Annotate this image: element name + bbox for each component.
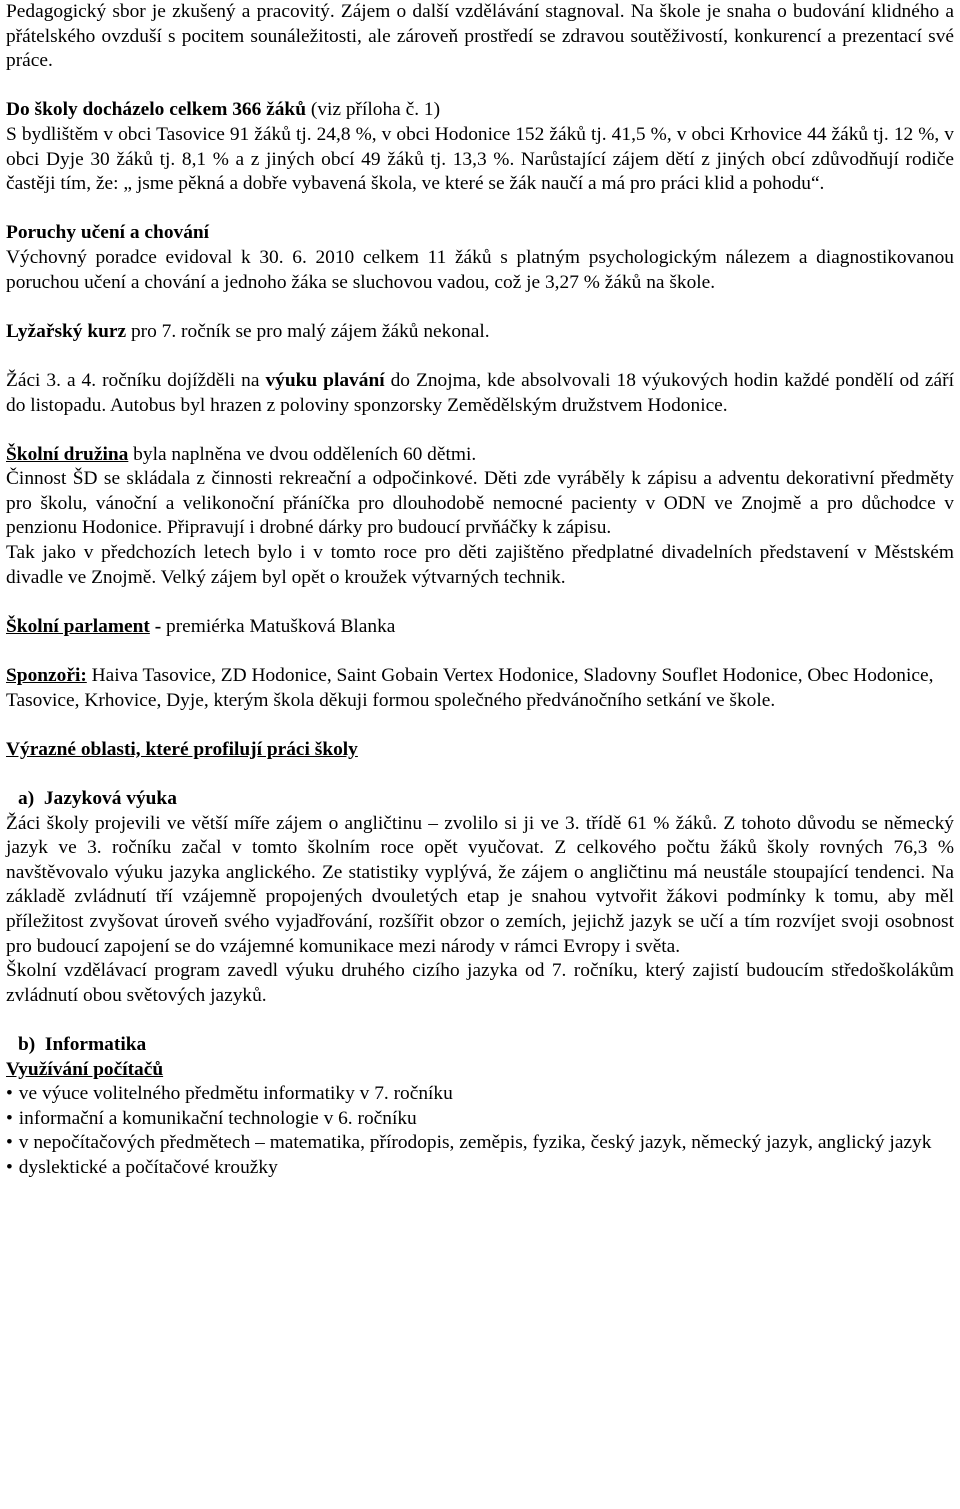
school-parliament-dash: - — [149, 615, 166, 637]
pupils-residence-paragraph: S bydlištěm v obci Tasovice 91 žáků tj. 24,8 %, v obci Hodonice 152 žáků tj. 41,5 %, v obci Krhovice 44 žáků tj. 12 %, v obci Dyje 30 žáků tj. 8,1 % a z jiných obcí 49 žáků tj. 13,3 %. Narůstající zájem dětí z jiných obcí zdůvodňují rodiče častěji tím, že: „ jsme pěkná a dobře vybavená škola, ve které se žák naučí a má pro práci klid a pohodu“. — [6, 123, 954, 195]
language-heading — [6, 787, 954, 812]
pupils-count: Do školy docházelo celkem 366 žáků — [6, 99, 307, 121]
it-bullet: • informační a komunikační technologie v 6. ročníku — [6, 1107, 954, 1132]
sponsors-text: Haiva Tasovice, ZD Hodonice, Saint Gobain Vertex Hodonice, Sladovny Souflet Hodonice, Obec Hodonice, Tasovice, Krhovice, Dyje, kterým škola děkuji formou společného předvánočního setkání ve škole. — [6, 665, 934, 711]
after-school-club-activities: Činnost ŠD se skládala z činnosti rekreační a odpočinkové. Děti zde vyráběly k zápisu a adventu dekorativní předměty pro školu, vánoční a velikonoční přáníčka pro dlouhodobě nemocné pacienty v ODN ve Znojmě a pro důchodce v penzionu Hodonice. Připravují i drobné dárky pro budoucí prvňáčky k zápisu. — [6, 468, 954, 539]
disorders-paragraph: Výchovný poradce evidoval k 30. 6. 2010 celkem 11 žáků s platným psychologickým nálezem a diagnostikovanou poruchou učení a chování a jednoho žáka se sluchovou vadou, což je 3,27 % žáků na škole. — [6, 246, 954, 293]
school-parliament-paragraph — [6, 615, 954, 640]
swimming-paragraph — [6, 369, 954, 418]
disorders-heading-text: Poruchy učení a chování — [6, 222, 210, 244]
after-school-club-paragraph — [6, 443, 954, 468]
after-school-club-label: Školní družina — [6, 443, 129, 465]
language-heading-text: a) Jazyková výuka — [18, 788, 177, 809]
it-bullet: • v nepočítačových předmětech – matematika, přírodopis, zeměpis, fyzika, český jazyk, německý jazyk, anglický jazyk — [6, 1131, 954, 1156]
it-subheading — [6, 1058, 954, 1083]
sponsors-label: Sponzoři: — [6, 665, 87, 687]
ski-course-paragraph — [6, 320, 954, 345]
pupils-summary — [6, 98, 954, 123]
after-school-club-theatre: Tak jako v předchozích letech bylo i v tomto roce pro děti zajištěno předplatné divadelních představení v Městském divadle ve Znojmě. Velký zájem byl opět o kroužek výtvarných technik. — [6, 542, 954, 588]
profile-heading — [6, 738, 954, 763]
it-bullet: • ve výuce volitelného předmětu informatiky v 7. ročníku — [6, 1082, 954, 1107]
after-school-club-intro: byla naplněna ve dvou odděleních 60 dětmi. — [128, 443, 477, 465]
it-bullet: • dyslektické a počítačové kroužky — [6, 1156, 954, 1181]
it-heading-text: b) Informatika — [18, 1033, 147, 1055]
swimming-label: výuku plavání — [265, 369, 385, 391]
swimming-lead: Žáci 3. a 4. ročníku dojížděli na — [6, 369, 266, 391]
school-parliament-label: Školní parlament — [6, 615, 150, 637]
ski-course-text: pro 7. ročník se pro malý zájem žáků nekonal. — [126, 320, 490, 342]
language-svp-paragraph: Školní vzdělávací program zavedl výuku druhého cizího jazyka od 7. ročníku, který zajistí budoucím středoškolákům zvládnutí obou světových jazyků. — [6, 960, 954, 1006]
it-heading — [6, 1033, 954, 1058]
pupils-appendix-ref: (viz příloha č. 1) — [306, 99, 441, 121]
language-paragraph: Žáci školy projevili ve větší míře zájem o angličtinu – zvolilo si ji ve 3. třídě 61 % žáků. Z tohoto důvodu se německý jazyk ve 3. ročníku začal v tomto školním roce opět vyučovat. Z celkového počtu žáků školy rovných 76,3 % navštěvovalo výuku jazyka anglického. Ze statistiky vyplývá, že zájem o angličtinu má neustále stoupající tendenci. Na základě zvládnutí tří vzájemně propojených dvouletých etap je snahou vytvořit žákovi podmínky k tomu, aby měl příležitost zvyšovat úroveň svého vyjadřování, rozšířit obzor o zemích, jejichž jazyk se učí a tím rozvíjet svoji osobnost pro budoucí zapojení se do vzájemné komunikace mezi národy v rámci Evropy i světa. — [6, 812, 954, 957]
it-subheading-text: Využívání počítačů — [6, 1058, 164, 1080]
ski-course-label: Lyžařský kurz — [6, 320, 127, 342]
school-parliament-text: premiérka Matušková Blanka — [166, 615, 396, 637]
swimming-text: do Znojma, kde absolvovali 18 výukových hodin každé pondělí od září do listopadu. Autobus byl hrazen z poloviny sponzorsky Zemědělským družstvem Hodonice. — [6, 369, 954, 416]
intro-paragraph: Pedagogický sbor je zkušený a pracovitý. Zájem o další vzdělávání stagnoval. Na škole je snaha o budování klidného a přátelského ovzduší s pocitem sounáležitosti, ale zároveň prostředí se zdravou soutěživostí, konkurencí a prezentací své práce. — [6, 1, 954, 72]
sponsors-paragraph — [6, 664, 954, 713]
disorders-heading — [6, 221, 954, 246]
profile-heading-text: Výrazné oblasti, které profilují práci školy — [6, 738, 358, 760]
